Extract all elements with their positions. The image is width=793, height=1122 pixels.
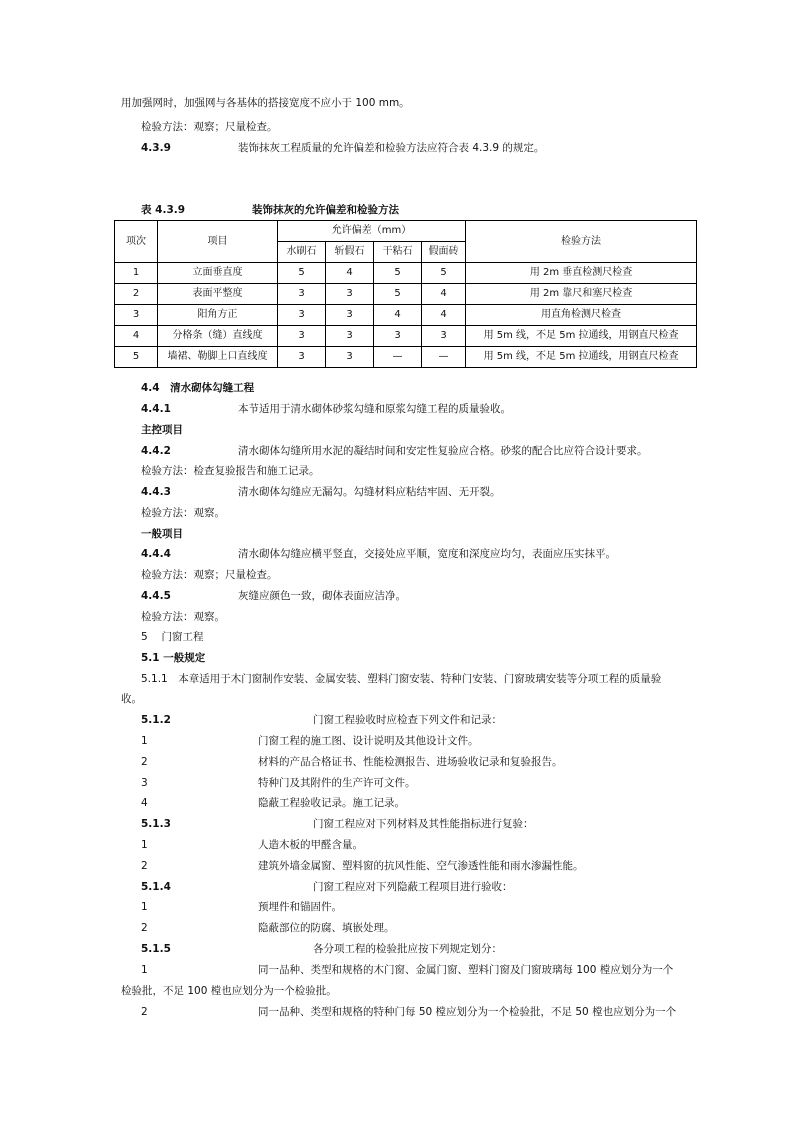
cell-value: 3 xyxy=(326,305,374,326)
table-row xyxy=(115,347,697,368)
cell-value: 3 xyxy=(326,284,374,305)
cell-item: 立面垂直度 xyxy=(158,263,278,284)
cell-value: 3 xyxy=(422,326,466,347)
clause-number: 4.4.3 xyxy=(141,486,171,498)
table-number: 表 4.3.9 xyxy=(141,204,186,216)
clause-number: 5.1.2 xyxy=(141,714,171,726)
clause-text: 本节适用于清水砌体砂浆勾缝和原浆勾缝工程的质量验收。 xyxy=(238,403,511,415)
clause-number: 5.1.4 xyxy=(141,881,171,893)
cell-method: 用 5m 线，不足 5m 拉通线，用钢直尺检查 xyxy=(466,326,697,347)
clause-text: 清水砌体勾缝应横平竖直，交接处应平顺，宽度和深度应均匀，表面应压实抹平。 xyxy=(238,548,616,560)
list-item: 检验批，不足 100 樘也应划分为一个检验批。 xyxy=(121,985,337,997)
list-item: 隐蔽部位的防腐、填嵌处理。 xyxy=(258,922,395,934)
clause-text: 装饰抹灰工程质量的允许偏差和检验方法应符合表 4.3.9 的规定。 xyxy=(238,142,545,154)
list-number: 2 xyxy=(141,756,148,768)
cell-value: 5 xyxy=(422,263,466,284)
cell-value: 3 xyxy=(278,284,326,305)
list-item: 预埋件和锚固件。 xyxy=(258,901,342,913)
table-row xyxy=(115,263,697,284)
clause-number: 4.4.1 xyxy=(141,403,171,415)
list-number: 1 xyxy=(141,901,148,913)
clause-text: 收。 xyxy=(121,693,142,705)
subheading-main: 主控项目 xyxy=(141,424,183,436)
list-item: 材料的产品合格证书、性能检测报告、进场验收记录和复验报告。 xyxy=(258,756,563,768)
cell-no: 4 xyxy=(115,326,158,347)
cell-value: 3 xyxy=(326,326,374,347)
list-item: 人造木板的甲醛含量。 xyxy=(258,839,363,851)
list-number: 4 xyxy=(141,797,148,809)
list-number: 2 xyxy=(141,1006,148,1018)
list-item: 门窗工程的施工图、设计说明及其他设计文件。 xyxy=(258,735,479,747)
list-item: 隐蔽工程验收记录。施工记录。 xyxy=(258,797,405,809)
list-number: 1 xyxy=(141,839,148,851)
clause-number: 4.3.9 xyxy=(141,142,171,154)
list-item: 同一品种、类型和规格的特种门每 50 樘应划分为一个检验批，不足 50 樘也应划分为一个 xyxy=(258,1006,677,1018)
cell-value: 5 xyxy=(278,263,326,284)
clause-number: 4.4.4 xyxy=(141,548,171,560)
header-sub: 假面砖 xyxy=(422,242,466,263)
clause-number: 5.1.3 xyxy=(141,818,171,830)
cell-value: 3 xyxy=(278,305,326,326)
cell-value: 4 xyxy=(326,263,374,284)
list-number: 2 xyxy=(141,922,148,934)
list-number: 1 xyxy=(141,735,148,747)
inspection-method: 检验方法：观察；尺量检查。 xyxy=(141,121,278,133)
section-title: 5.1 一般规定 xyxy=(141,652,206,664)
cell-method: 用 2m 垂直检测尺检查 xyxy=(466,263,697,284)
cell-value: 4 xyxy=(422,305,466,326)
list-number: 2 xyxy=(141,860,148,872)
para-line: 用加强网时，加强网与各基体的搭接宽度不应小于 100 mm。 xyxy=(121,97,410,109)
cell-item: 分格条（缝）直线度 xyxy=(158,326,278,347)
clause-text: 清水砌体勾缝所用水泥的凝结时间和安定性复验应合格。砂浆的配合比应符合设计要求。 xyxy=(238,445,648,457)
inspection-method: 检验方法：检查复验报告和施工记录。 xyxy=(141,465,320,477)
clause-text: 门窗工程应对下列隐蔽工程项目进行验收： xyxy=(313,881,513,893)
clause-text: 清水砌体勾缝应无漏勾。勾缝材料应粘结牢固、无开裂。 xyxy=(238,486,501,498)
cell-value: — xyxy=(374,347,422,368)
cell-value: 5 xyxy=(374,263,422,284)
chapter-title: 5 门窗工程 xyxy=(141,631,204,643)
inspection-method: 检验方法：观察；尺量检查。 xyxy=(141,569,278,581)
clause-text: 5.1.1 本章适用于木门窗制作安装、金属安装、塑料门窗安装、特种门安装、门窗玻璃安装等分项工程的质量验 xyxy=(141,673,662,685)
list-item: 特种门及其附件的生产许可文件。 xyxy=(258,777,416,789)
inspection-method: 检验方法：观察。 xyxy=(141,507,225,519)
header-deviation: 允许偏差（mm） xyxy=(278,221,466,242)
cell-no: 3 xyxy=(115,305,158,326)
cell-no: 1 xyxy=(115,263,158,284)
subheading-general: 一般项目 xyxy=(141,528,183,540)
table-row xyxy=(115,305,697,326)
cell-value: 3 xyxy=(278,347,326,368)
cell-value: 5 xyxy=(374,284,422,305)
clause-number: 4.4.5 xyxy=(141,590,171,602)
cell-item: 阳角方正 xyxy=(158,305,278,326)
clause-text: 各分项工程的检验批应按下列规定划分： xyxy=(313,943,502,955)
cell-value: 4 xyxy=(374,305,422,326)
cell-method: 用 2m 靠尺和塞尺检查 xyxy=(466,284,697,305)
cell-method: 用 5m 线，不足 5m 拉通线，用钢直尺检查 xyxy=(466,347,697,368)
clause-number: 5.1.5 xyxy=(141,943,171,955)
table-title: 装饰抹灰的允许偏差和检验方法 xyxy=(252,204,399,216)
header-sub: 水刷石 xyxy=(278,242,326,263)
table-row xyxy=(115,326,697,347)
cell-value: 3 xyxy=(278,326,326,347)
cell-value: 4 xyxy=(422,284,466,305)
inspection-method: 检验方法：观察。 xyxy=(141,611,225,623)
cell-value: — xyxy=(422,347,466,368)
cell-no: 2 xyxy=(115,284,158,305)
header-no: 项次 xyxy=(115,221,158,263)
list-item: 同一品种、类型和规格的木门窗、金属门窗、塑料门窗及门窗玻璃每 100 樘应划分为一个 xyxy=(258,964,674,976)
list-item: 建筑外墙金属窗、塑料窗的抗风性能、空气渗透性能和雨水渗漏性能。 xyxy=(258,860,584,872)
list-number: 1 xyxy=(141,964,148,976)
header-method: 检验方法 xyxy=(466,221,697,263)
header-sub: 干粘石 xyxy=(374,242,422,263)
cell-no: 5 xyxy=(115,347,158,368)
clause-text: 灰缝应颜色一致，砌体表面应洁净。 xyxy=(238,590,406,602)
table-row xyxy=(115,284,697,305)
cell-value: 3 xyxy=(326,347,374,368)
clause-number: 4.4.2 xyxy=(141,445,171,457)
cell-item: 表面平整度 xyxy=(158,284,278,305)
list-number: 3 xyxy=(141,777,148,789)
cell-method: 用直角检测尺检查 xyxy=(466,305,697,326)
deviation-table xyxy=(114,220,697,368)
clause-text: 门窗工程应对下列材料及其性能指标进行复验： xyxy=(313,818,534,830)
header-sub: 斩假石 xyxy=(326,242,374,263)
section-title: 4.4 清水砌体勾缝工程 xyxy=(141,382,255,394)
clause-text: 门窗工程验收时应检查下列文件和记录： xyxy=(313,714,502,726)
cell-value: 3 xyxy=(374,326,422,347)
cell-item: 墙裙、勒脚上口直线度 xyxy=(158,347,278,368)
header-item: 项目 xyxy=(158,221,278,263)
